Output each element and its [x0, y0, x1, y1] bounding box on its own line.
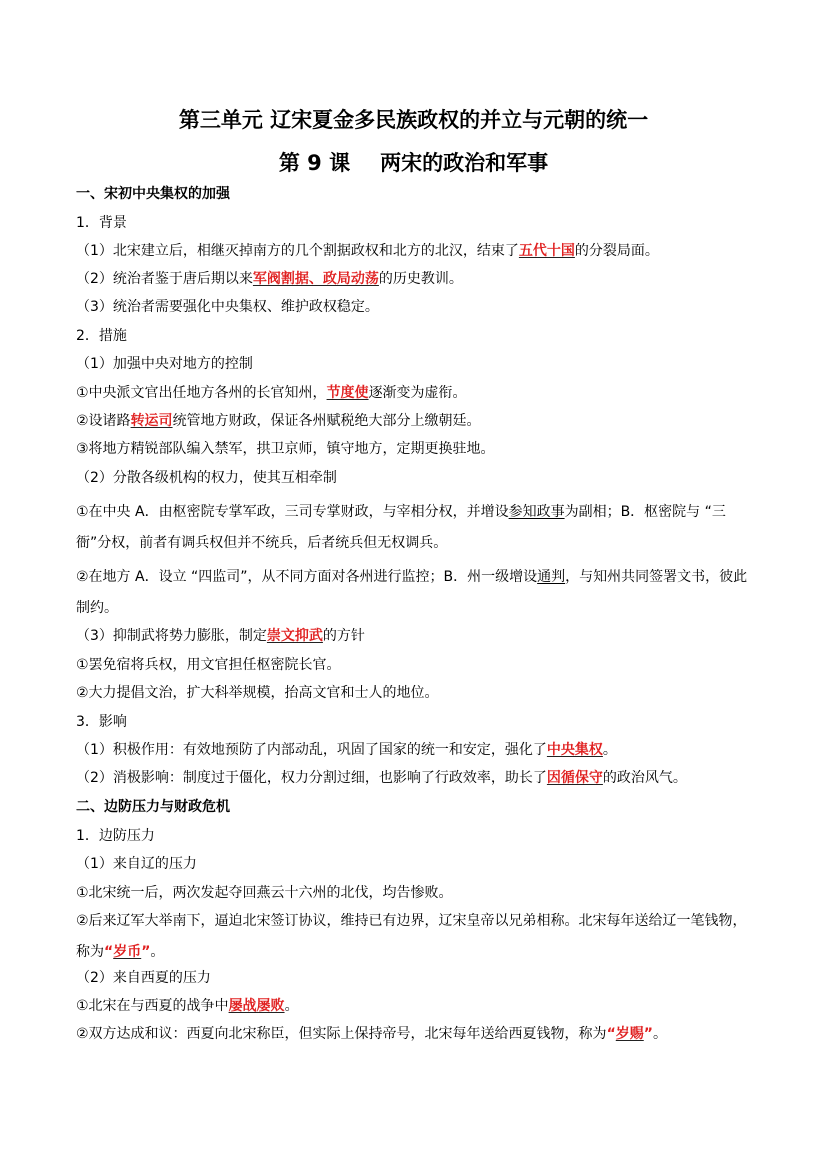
paragraph: （2）分散各级机构的权力，使其互相牵制	[76, 470, 337, 486]
paragraph: ②设诸路转运司统管地方财政，保证各州赋税绝大部分上缴朝廷。	[76, 413, 481, 429]
paragraph: ②双方达成和议：西夏向北宋称臣，但实际上保持帝号，北宋每年送给西夏钱物，称为“岁赐”。	[76, 1026, 667, 1042]
keyword: 崇文抑武	[266, 628, 323, 644]
keyword: 中央集权	[546, 742, 603, 758]
lesson-number: 第 9 课	[278, 151, 351, 175]
paragraph: （2）来自西夏的压力	[76, 970, 211, 986]
keyword: 岁币	[113, 944, 142, 960]
paragraph: ①北宋在与西夏的战争中屡战屡败。	[76, 998, 299, 1014]
paragraph: ②后来辽军大举南下，逼迫北宋签订协议，维持已有边界，辽宋皇帝以兄弟相称。北宋每年送给辽一笔钱物， 称为“岁币”。	[76, 913, 747, 960]
paragraph: （1）北宋建立后，相继灭掉南方的几个割据政权和北方的北汉，结束了五代十国的分裂局面。	[76, 243, 659, 259]
subsection-heading: 1．边防压力	[76, 828, 155, 844]
unit-title: 第三单元 辽宋夏金多民族政权的并立与元朝的统一	[178, 108, 649, 132]
keyword: 屡战屡败	[228, 998, 285, 1014]
subsection-heading: 1．背景	[76, 215, 127, 231]
underlined-term: 通判	[537, 569, 566, 585]
paragraph: ②在地方 A．设立 “四监司”，从不同方面对各州进行监控；B．州一级增设通判，与知州共同签署文书，彼此制约。	[76, 569, 748, 616]
keyword: 转运司	[130, 413, 173, 429]
keyword: 岁赐	[615, 1026, 644, 1042]
lesson-title	[0, 149, 827, 177]
paragraph: （1）积极作用：有效地预防了内部动乱，巩固了国家的统一和安定，强化了中央集权。	[76, 742, 617, 758]
section-heading: 二、边防压力与财政危机	[76, 799, 230, 815]
keyword: 节度使	[326, 385, 369, 401]
paragraph: （3）抑制武将势力膨胀，制定崇文抑武的方针	[76, 628, 365, 644]
paragraph: （3）统治者需要强化中央集权、维护政权稳定。	[76, 299, 379, 315]
underlined-term: 参知政事	[508, 504, 565, 520]
paragraph: （1）来自辽的压力	[76, 856, 197, 872]
lesson-name: 两宋的政治和军事	[380, 151, 549, 175]
paragraph: ①中央派文官出任地方各州的长官知州，节度使逐渐变为虚衔。	[76, 385, 467, 401]
subsection-heading: 2．措施	[76, 328, 127, 344]
subsection-heading: 3．影响	[76, 714, 127, 730]
keyword: 军阀割据、政局动荡	[252, 271, 379, 287]
paragraph: ①在中央 A．由枢密院专掌军政，三司专掌财政，与宰相分权，并增设参知政事为副相；B．枢密院与 “三衙”分权，前者有调兵权但并不统兵，后者统兵但无权调兵。	[76, 504, 726, 551]
paragraph: （2）统治者鉴于唐后期以来军阀割据、政局动荡的历史教训。	[76, 271, 463, 287]
paragraph: ①罢免宿将兵权，用文官担任枢密院长官。	[76, 657, 341, 673]
section-heading: 一、宋初中央集权的加强	[76, 186, 230, 202]
keyword: 五代十国	[518, 243, 575, 259]
paragraph: （1）加强中央对地方的控制	[76, 356, 253, 372]
paragraph: ①北宋统一后，两次发起夺回燕云十六州的北伐，均告惨败。	[76, 885, 453, 901]
paragraph: ③将地方精锐部队编入禁军，拱卫京师，镇守地方，定期更换驻地。	[76, 441, 495, 457]
paragraph: ②大力提倡文治，扩大科举规模，抬高文官和士人的地位。	[76, 685, 439, 701]
keyword: 因循保守	[546, 770, 603, 786]
paragraph: （2）消极影响：制度过于僵化，权力分割过细，也影响了行政效率，助长了因循保守的政治风气。	[76, 770, 687, 786]
